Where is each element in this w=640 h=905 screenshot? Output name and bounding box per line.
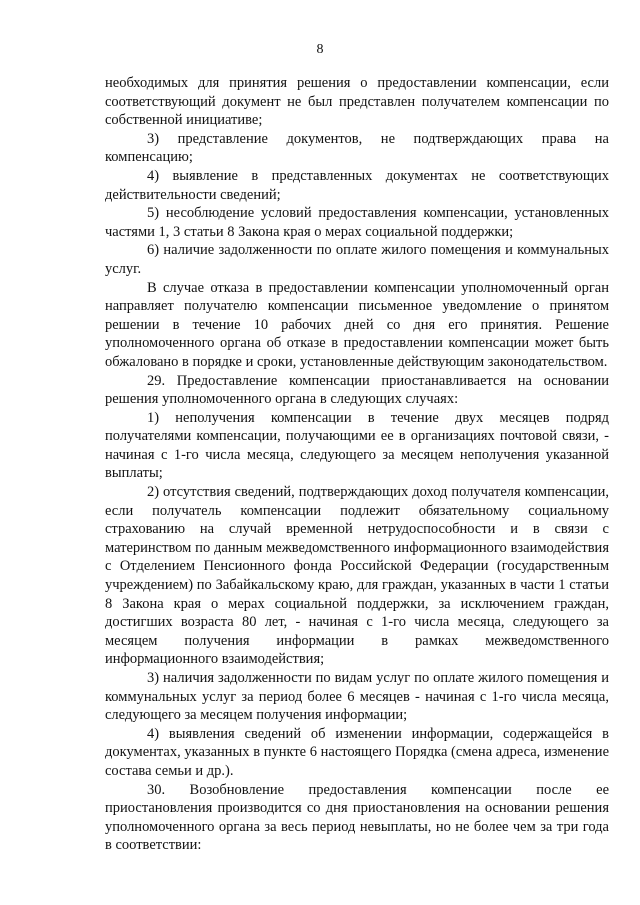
paragraph-clause-29-item-4: 4) выявления сведений об изменении информации, содержащейся в документах, указанных в пункте 6 настоящего Порядка (смена адреса, изменение состава семьи и др.). [105,725,609,779]
paragraph-item-4: 4) выявление в представленных документах не соответствующих действительности сведений; [105,167,609,203]
paragraph-clause-29-item-2: 2) отсутствия сведений, подтверждающих доход получателя компенсации, если получатель компенсации подлежит обязательному социальному страхованию на случай временной нетрудоспособности и в связи с материнством по данным межведомственного информационного взаимодействия с Отделением Пенсионного фонда Российской Федерации (государственным учреждением) по Забайкальскому краю, для граждан, указанных в части 1 статьи 8 Закона края о мерах социальной поддержки, за исключением граждан, достигших возраста 80 лет, - начиная с 1-го числа месяца, следующего за месяцем получения информации в рамках межведомственного информационного взаимодействия; [105,484,609,668]
paragraph-item-5: 5) несоблюдение условий предоставления компенсации, установленных частями 1, 3 статьи 8 Закона края о мерах социальной поддержки; [105,205,609,240]
paragraph-refusal-notice: В случае отказа в предоставлении компенсации уполномоченный орган направляет получателю компенсации письменное уведомление о принятом решении в течение 10 рабочих дней со дня его принятия. Решение уполномоченного органа об отказе в предоставлении компенсации может быть обжаловано в порядке и сроки, установленные действующим законодательством. [105,279,609,370]
paragraph-item-6: 6) наличие задолженности по оплате жилого помещения и коммунальных услуг. [105,242,609,277]
document-body [105,74,609,855]
paragraph-item-3: 3) представление документов, не подтверждающих права на компенсацию; [105,130,609,166]
paragraph-clause-29-item-3: 3) наличия задолженности по видам услуг по оплате жилого помещения и коммунальных услуг за период более 6 месяцев - начиная с 1-го числа месяца, следующего за месяцем получения информации; [105,670,609,724]
page-number: 8 [316,42,324,57]
paragraph-continuation: необходимых для принятия решения о предоставлении компенсации, если соответствующий документ не был представлен получателем компенсации по собственной инициативе; [105,75,609,129]
paragraph-clause-30: 30. Возобновление предоставления компенсации после ее приостановления производится со дня приостановления на основании решения уполномоченного органа за весь период невыплаты, но не более чем за три года в соответствии: [105,781,609,854]
paragraph-clause-29-item-1: 1) неполучения компенсации в течение двух месяцев подряд получателями компенсации, получающими ее в организациях почтовой связи, - начиная с 1-го числа месяца, следующего за месяцем неполучения указанной выплаты; [105,409,609,482]
paragraph-clause-29: 29. Предоставление компенсации приостанавливается на основании решения уполномоченного органа в следующих случаях: [105,372,609,408]
